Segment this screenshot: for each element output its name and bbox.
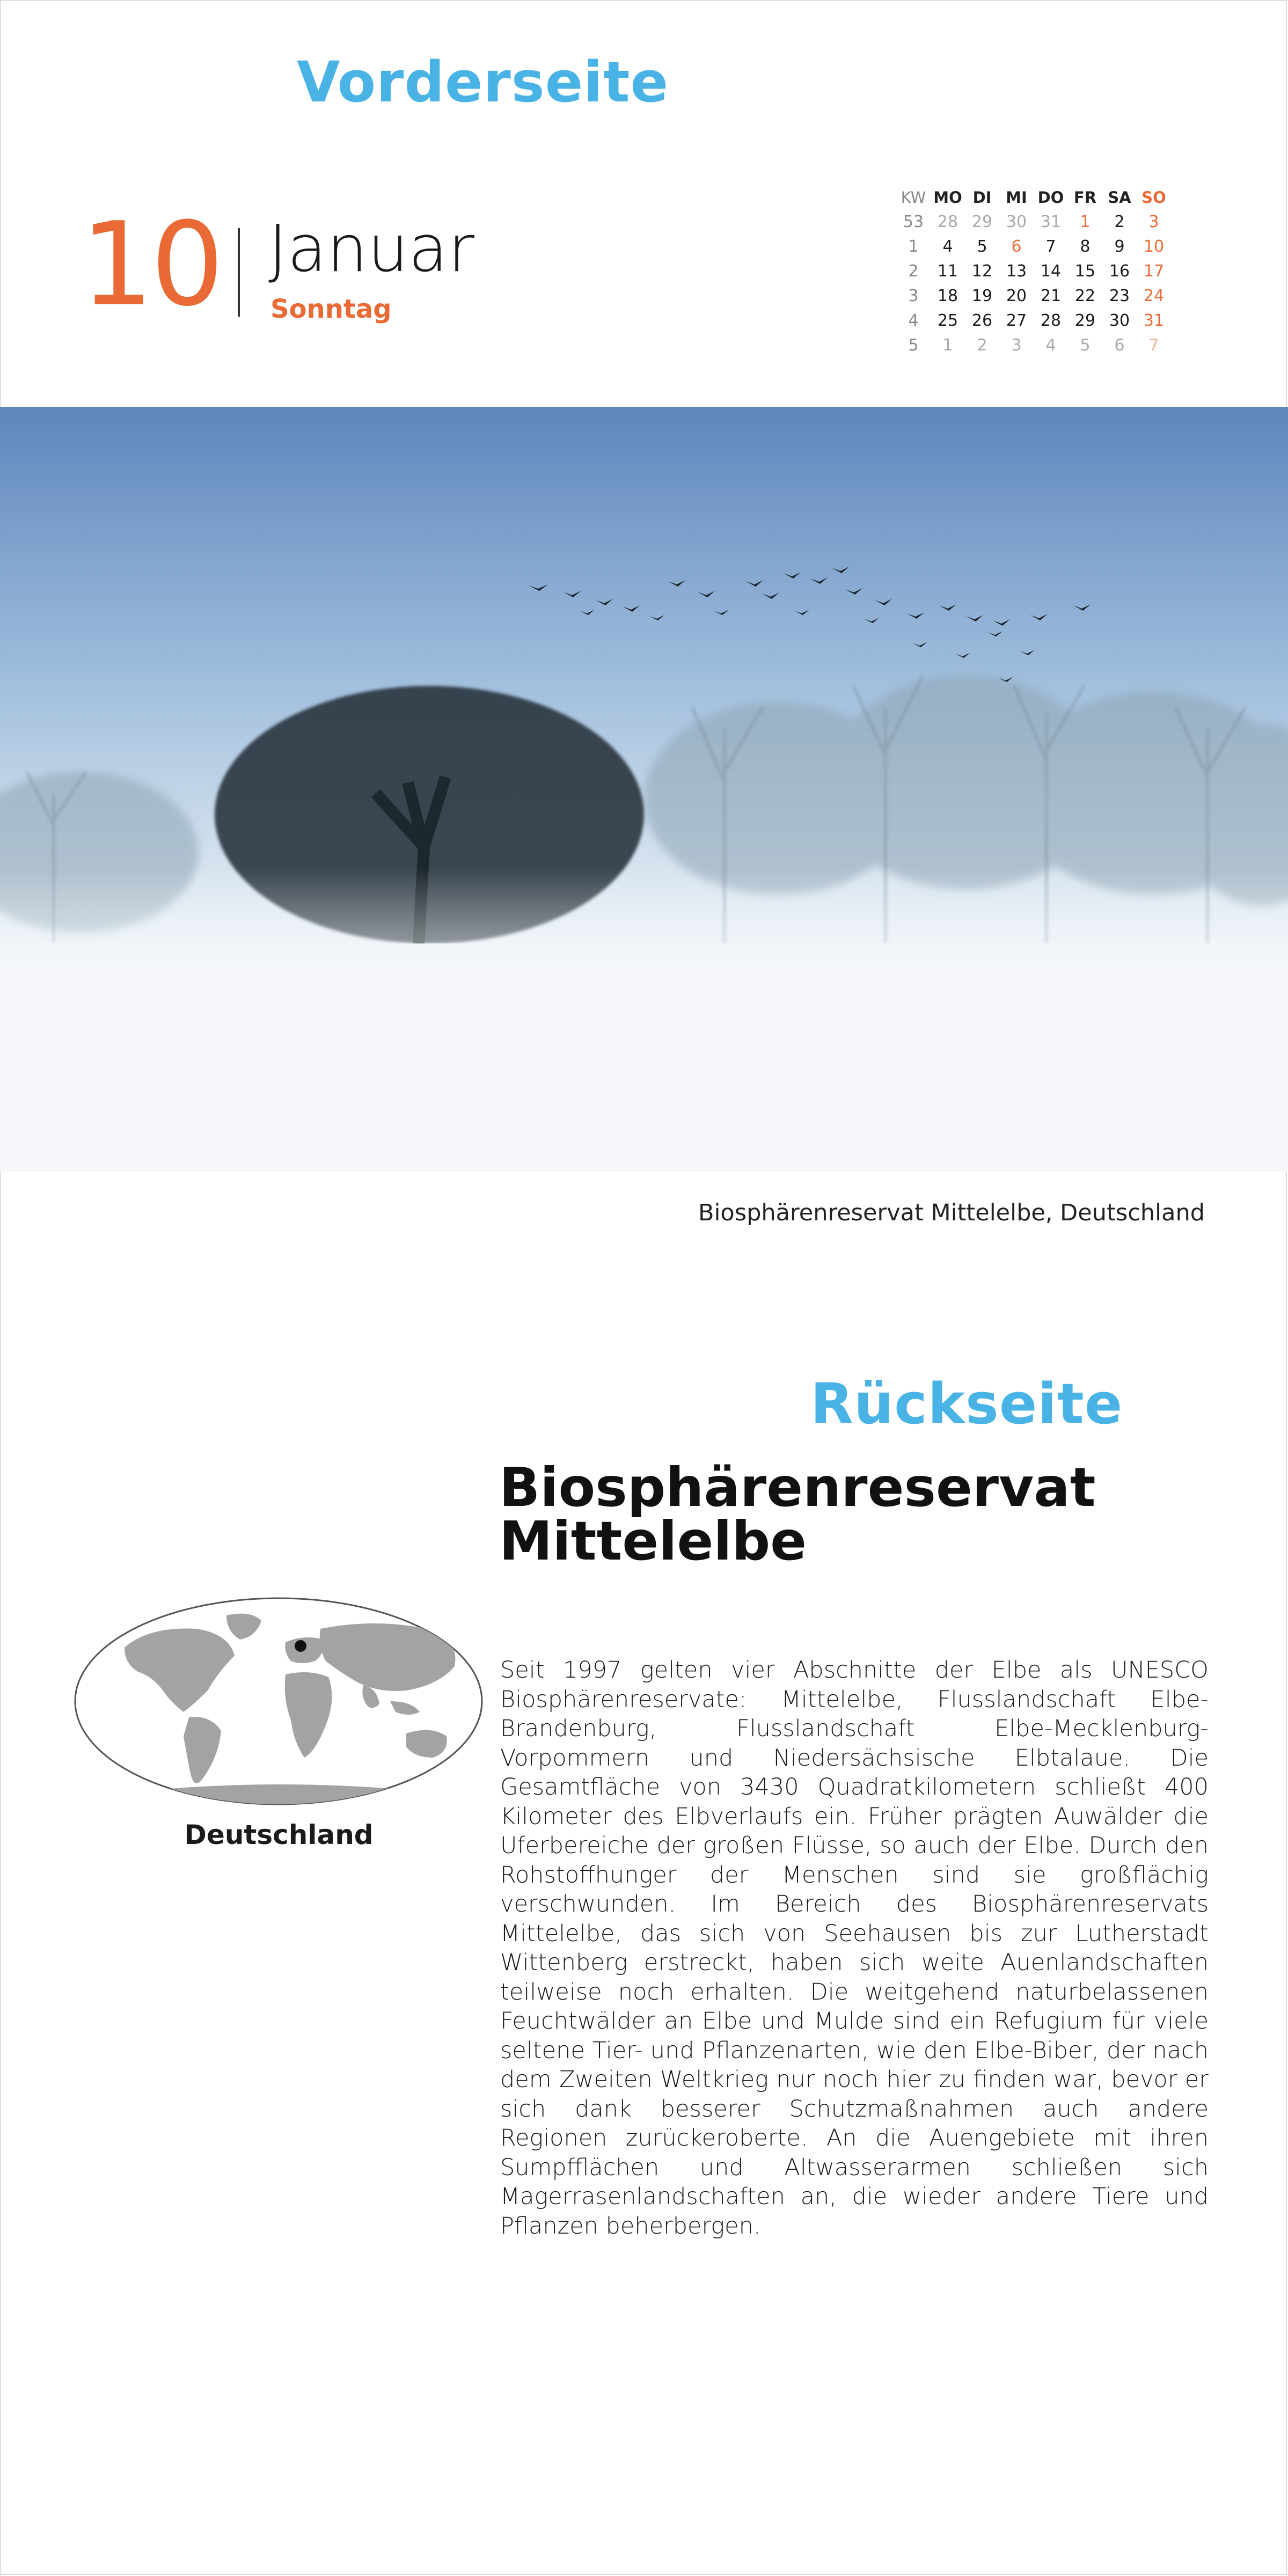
calendar-day: 23	[1109, 287, 1130, 305]
map-label: Deutschland	[184, 1819, 374, 1850]
calendar-day: 30	[1109, 311, 1130, 330]
calendar-day: 29	[971, 213, 993, 231]
calendar-week-number: 3	[908, 287, 919, 305]
world-map	[74, 1597, 484, 1806]
calendar-day: 20	[1006, 287, 1027, 305]
calendar-day: 3	[1011, 336, 1022, 355]
landscape-photo	[0, 407, 1288, 1172]
calendar-header: SO	[1141, 188, 1166, 207]
calendar-header: DO	[1037, 188, 1064, 207]
calendar-day-holiday: 6	[1011, 237, 1022, 256]
calendar-day: 5	[977, 237, 987, 256]
calendar-week-number: 1	[908, 237, 919, 256]
calendar-day: 28	[1040, 311, 1062, 330]
calendar-week-number: 5	[908, 336, 919, 355]
article-title-line: Mittelelbe	[499, 1510, 807, 1572]
calendar-day: 7	[1148, 336, 1159, 355]
calendar-day: 26	[971, 311, 993, 330]
calendar-week-row	[896, 210, 1171, 235]
calendar-day: 17	[1143, 262, 1165, 281]
calendar-day: 12	[971, 262, 993, 281]
calendar-day: 13	[1006, 262, 1027, 281]
calendar-day: 29	[1074, 311, 1096, 330]
calendar-day: 28	[937, 213, 958, 231]
article-title-line: Biosphärenreservat	[499, 1456, 1096, 1519]
calendar-day: 24	[1143, 287, 1165, 305]
calendar-week-number: 2	[908, 262, 919, 281]
calendar-day: 31	[1040, 213, 1062, 231]
calendar-day: 2	[1114, 213, 1125, 231]
photo-caption: Biosphärenreservat Mittelelbe, Deutschland	[698, 1199, 1205, 1226]
mini-calendar	[896, 185, 1171, 358]
calendar-day: 31	[1143, 311, 1165, 330]
calendar-header: KW	[901, 188, 926, 207]
calendar-day-holiday: 1	[1080, 213, 1091, 231]
calendar-day: 3	[1148, 213, 1159, 231]
location-marker-icon	[295, 1640, 306, 1652]
calendar-day: 4	[942, 237, 953, 256]
calendar-week-row	[896, 284, 1171, 309]
calendar-week-row	[896, 333, 1171, 358]
calendar-day: 22	[1074, 287, 1096, 305]
calendar-day: 19	[971, 287, 993, 305]
calendar-day: 18	[937, 287, 958, 305]
calendar-header: SA	[1108, 188, 1131, 207]
day-number: 10	[80, 197, 221, 332]
calendar-header: DI	[972, 188, 992, 207]
calendar-week-row	[896, 235, 1171, 259]
calendar-day: 30	[1006, 213, 1027, 231]
calendar-day: 10	[1143, 237, 1165, 256]
calendar-day: 5	[1080, 336, 1091, 355]
calendar-day: 25	[937, 311, 958, 330]
calendar-header: MI	[1006, 188, 1027, 207]
weekday-name: Sonntag	[270, 294, 392, 324]
article-title	[499, 1456, 1197, 1572]
calendar-day: 4	[1045, 336, 1056, 355]
calendar-week-number: 53	[903, 213, 924, 231]
calendar-header: FR	[1073, 188, 1097, 207]
article-body: Seit 1997 gelten vier Abschnitte der Elbe als UNESCO Biosphärenreservate: Mittelelbe, Flusslandschaft Elbe-Brandenburg, Flusslandschaft Elbe-Mecklenburg-Vorpommern und Niedersächsische Elbtalaue. Die Gesamtfläche von 3430 Quadratkilometern schließt 400 Kilometer des Elbverlaufs ein. Früher prägten Auwälder die Uferbereiche der großen Flüsse, so auch der Elbe. Durch den Rohstoffhunger der Menschen sind sie großflächig verschwunden. Im Bereich des Biosphärenreservats Mittelelbe, das sich von Seehausen bis zur Lutherstadt Wittenberg erstreckt, haben sich weite Auenlandschaften teilweise noch erhalten. Die weitgehend naturbelassenen Feuchtwälder an Elbe und Mulde sind ein Refugium für viele seltene Tier- und Pflanzenarten, wie den Elbe-Biber, der nach dem Zweiten Weltkrieg nur noch hier zu finden war, bevor er sich dank besserer Schutzmaßnahmen auch andere Regionen zurückeroberte. An die Auengebiete mit ihren Sumpfflächen und Altwasserarmen schließen sich Magerrasenlandschaften an, die wieder andere Tiere und Pflanzen beherbergen.	[500, 1657, 1209, 2240]
calendar-week-row	[896, 259, 1171, 284]
calendar-day: 8	[1080, 237, 1091, 256]
calendar-day: 9	[1114, 237, 1125, 256]
calendar-day: 16	[1109, 262, 1130, 281]
calendar-day: 14	[1040, 262, 1062, 281]
calendar-day: 21	[1040, 287, 1062, 305]
month-name: Januar	[268, 212, 474, 287]
calendar-day: 15	[1074, 262, 1096, 281]
calendar-day: 7	[1045, 237, 1056, 256]
calendar-day: 1	[942, 336, 953, 355]
calendar-header: MO	[933, 188, 962, 207]
calendar-day: 11	[937, 262, 958, 281]
calendar-week-row	[896, 309, 1171, 333]
back-side-label: Rückseite	[810, 1371, 1123, 1437]
calendar-day: 2	[977, 336, 987, 355]
calendar-day: 6	[1114, 336, 1125, 355]
front-side-label: Vorderseite	[297, 49, 669, 115]
calendar-week-number: 4	[908, 311, 919, 330]
date-divider	[238, 228, 240, 317]
calendar-day: 27	[1006, 311, 1027, 330]
calendar-header-row	[896, 185, 1171, 210]
